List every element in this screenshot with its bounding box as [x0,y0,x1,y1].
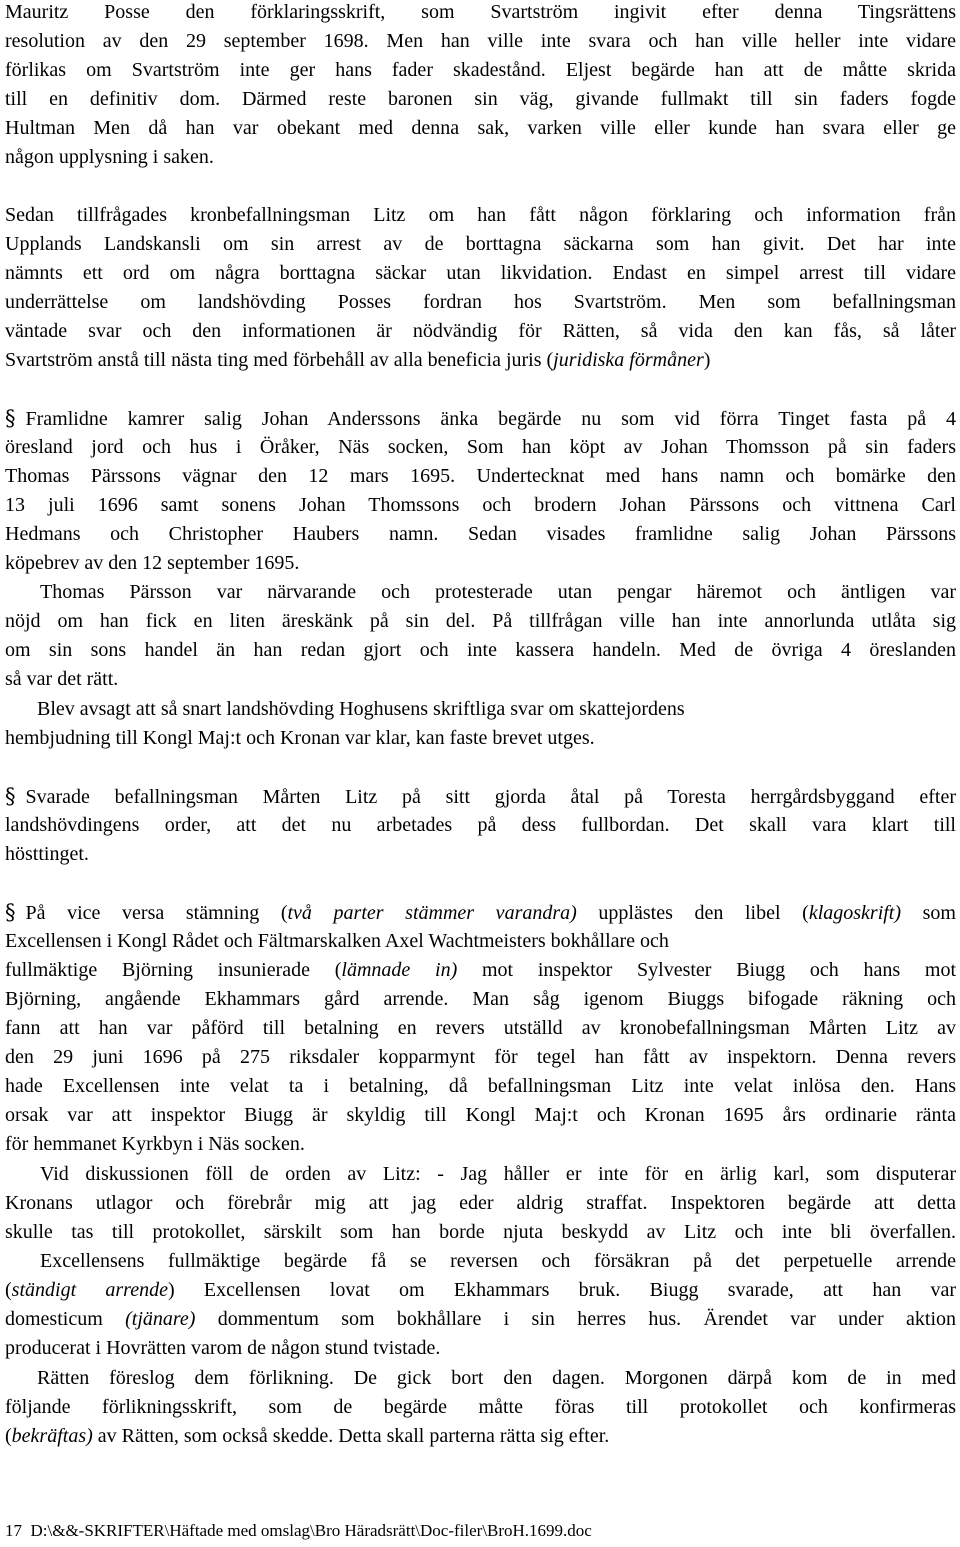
text-run: som [901,902,956,924]
text-run: Svartström anstå till nästa ting med förbehåll av alla beneficia juris ( [5,349,554,371]
text-line: Excellensen i Kongl Rådet och Fältmarskalken Axel Wachtmeisters bokhållare och [5,930,669,952]
text-run: Framlidne kamrer salig Johan Anderssons änka begärde nu som vid förra Tinget fasta på 4 [25,408,956,430]
text-line: om sin sons handel än han redan gjort och inte kassera handeln. Med de övriga 4 öreslanden [5,639,956,661]
italic-gloss: juridiska förmåner [553,349,704,371]
page-footer [5,1521,592,1541]
text-line: resolution av den 29 september 1698. Men han ville inte svara och han ville heller inte vidare [5,30,956,52]
italic-gloss: ständigt arrende [11,1279,168,1301]
text-run: fullmäktige Björning insunierade ( [5,959,342,981]
text-line: orsak var att inspektor Biugg är skyldig till Kongl Maj:t och Kronan 1695 års ordinarie ränta [5,1104,956,1126]
text-line [5,1278,956,1302]
text-line: Björning, angående Ekhammars gård arrende. Man såg igenom Biuggs bifogade räkning och [5,988,956,1010]
text-line [5,900,956,925]
text-line: Hultman Men då han var obekant med denna sak, varken ville eller kunde han svara eller ge [5,117,956,139]
text-line: skulle tas till protokollet, särskilt som han borde njuta beskydd av Litz och inte bli överfallen. [5,1221,956,1243]
text-line: Upplands Landskansli om sin arrest av de borttagna säckarna som han givit. Det har inte [5,233,956,255]
section-sign: § [5,900,16,924]
text-line: väntade svar och den informationen är nödvändig för Rätten, så vida den kan fås, så låter [5,320,956,342]
text-run: På vice versa stämning ( [25,902,288,924]
text-line: Excellensens fullmäktige begärde få se reversen och försäkran på det perpetuelle arrende [40,1250,956,1272]
text-line: Vid diskussionen föll de orden av Litz: - Jag håller er inte för en ärlig karl, som disputerar [40,1163,956,1185]
text-line [5,1307,956,1331]
text-line: förlikas om Svartström inte ger hans fader skadestånd. Eljest begärde han att de måtte skrida [5,59,956,81]
text-line: 13 juli 1696 samt sonens Johan Thomssons och brodern Johan Pärssons och vittnena Carl [5,494,956,516]
text-line: följande förlikningsskrift, som de begärde måtte föras till protokollet och konfirmeras [5,1396,956,1418]
text-run: av Rätten, som också skedde. Detta skall parterna rätta sig efter. [92,1425,610,1447]
text-line: Mauritz Posse den förklaringsskrift, som Svartström ingivit efter denna Tingsrättens [5,1,956,23]
text-run: dommentum som bokhållare i sin herres hus. Ärendet var under aktion [195,1308,956,1330]
text-line [5,784,956,809]
text-run: upplästes den libel ( [576,902,809,924]
text-line: till en definitiv dom. Därmed reste baronen sin väg, givande fullmakt till sin faders fogde [5,88,956,110]
text-line: Hedmans och Christopher Haubers namn. Sedan visades framlidne salig Johan Pärssons [5,523,956,545]
text-line: så var det rätt. [5,668,119,690]
text-line: Thomas Pärsson var närvarande och protesterade utan pengar häremot och äntligen var [40,581,956,603]
text-line [5,348,956,372]
text-run: ( [5,1279,12,1301]
text-run: mot inspektor Sylvester Biugg och hans mot [457,959,956,981]
text-line [5,406,956,431]
text-line: hösttinget. [5,843,89,865]
text-line: nöjd om han fick en liten äreskänk på sin del. På tillfrågan ville han inte annorlunda utlåta sig [5,610,956,632]
text-line: fann att han var påförd till betalning en revers utställd av kronobefallningsman Mårten Litz av [5,1017,956,1039]
italic-gloss: två parter stämmer varandra) [287,902,577,924]
text-run: ) [703,349,711,371]
text-line: köpebrev av den 12 september 1695. [5,552,300,574]
text-line: hembjudning till Kongl Maj:t och Kronan var klar, kan faste brevet utges. [5,727,595,749]
text-run: ( [5,1425,12,1447]
text-line: Rätten föreslog dem förlikning. De gick bort den dagen. Morgonen därpå kom de in med [37,1367,956,1389]
text-line [5,1424,956,1448]
page-number: 17 [5,1521,22,1540]
italic-gloss: (tjänare) [125,1308,196,1330]
text-line: Sedan tillfrågades kronbefallningsman Litz om han fått någon förklaring och information från [5,204,956,226]
text-line: Blev avsagt att så snart landshövding Hoghusens skriftliga svar om skattejordens [37,698,685,720]
text-line: nämnts ett ord om några borttagna säckar utan likvidation. Endast en simpel arrest till vidare [5,262,956,284]
text-line: producerat i Hovrätten varom de någon stund tvistade. [5,1337,441,1359]
text-line: för hemmanet Kyrkbyn i Näs socken. [5,1133,305,1155]
file-path: D:\&&-SKRIFTER\Häftade med omslag\Bro Häradsrätt\Doc-filer\BroH.1699.doc [30,1521,592,1540]
text-run: ) Excellensen lovat om Ekhammars bruk. Biugg svarade, att han var [167,1279,957,1301]
italic-gloss: klagoskrift) [808,902,902,924]
text-line [5,958,956,982]
text-line: Thomas Pärssons vägnar den 12 mars 1695. Undertecknat med hans namn och bomärke den [5,465,956,487]
section-sign: § [5,406,16,430]
text-line: någon upplysning i saken. [5,146,214,168]
italic-gloss: bekräftas) [11,1425,93,1447]
section-sign: § [5,784,16,808]
text-run: domesticum [5,1308,126,1330]
italic-gloss: lämnade in) [341,959,458,981]
text-line: öresland jord och hus i Öråker, Näs socken, Som han köpt av Johan Thomsson på sin faders [5,436,956,458]
text-line: landshövdingens order, att det nu arbetades på dess fullbordan. Det skall vara klart till [5,814,956,836]
text-line: underrättelse om landshövding Posses fordran hos Svartström. Men som befallningsman [5,291,956,313]
text-line: hade Excellensen inte velat ta i betalning, då befallningsman Litz inte velat inlösa den. Hans [5,1075,956,1097]
text-line: Kronans utlagor och förebrår mig att jag eder aldrig straffat. Inspektoren begärde att detta [5,1192,956,1214]
text-run: Svarade befallningsman Mårten Litz på sitt gjorda åtal på Toresta herrgårdsbyggand efter [25,786,956,808]
text-line: den 29 juni 1696 på 275 riksdaler kopparmynt för tegel han fått av inspektorn. Denna revers [5,1046,956,1068]
